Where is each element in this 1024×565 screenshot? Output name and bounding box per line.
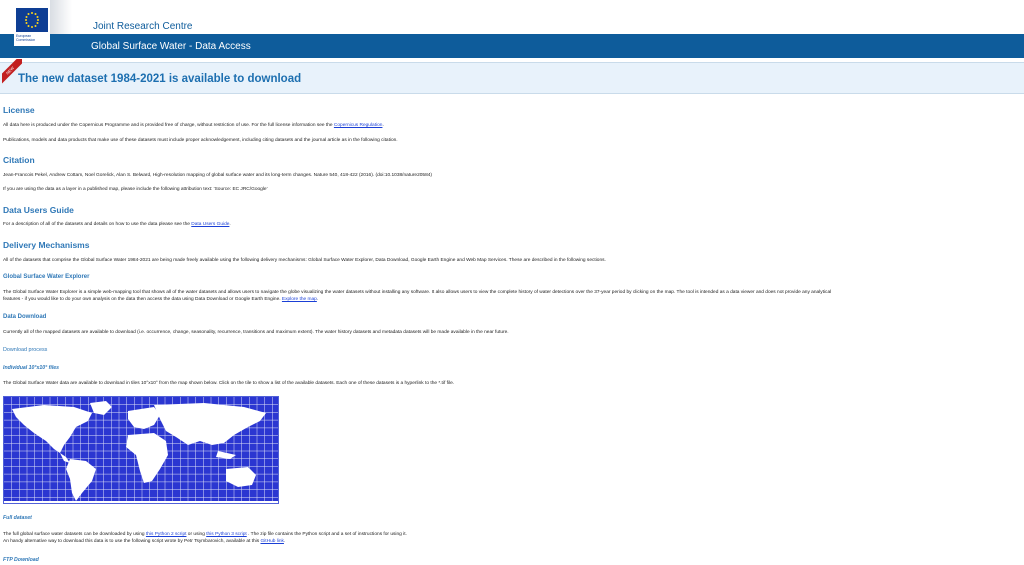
announcement-banner <box>0 62 1024 94</box>
european-commission-logo[interactable] <box>14 0 50 46</box>
logo-text: European Commission <box>16 34 36 42</box>
alternative-download-para: An handy alternative way to download this data is to use the following script wrote by Petr Tsymbarovich, available at this GitHub link. <box>3 539 286 544</box>
app-title: Global Surface Water - Data Access <box>91 41 251 52</box>
explorer-para-line-1: The Global Surface Water Explorer is a simple web-mapping tool that shows all of the water datasets and allows users to navigate the globe visualizing the water datasets without installing any software. It also allows users to view the complete history of water detections over the 37-year period by clicking on the map. The tool is intended as a data viewer and does not provide any analytical <box>3 290 832 295</box>
header-bar <box>0 34 1024 58</box>
delivery-heading: Delivery Mechanisms <box>3 240 90 250</box>
data-download-heading: Data Download <box>3 314 47 320</box>
users-guide-para: For a description of all of the datasets and details on how to use the data please see the Data Users Guide. <box>3 222 231 227</box>
license-heading: License <box>3 105 35 115</box>
individual-tiles-heading: Individual 10°x10° files <box>3 365 60 371</box>
header-top <box>0 0 1024 42</box>
explorer-heading: Global Surface Water Explorer <box>3 274 90 280</box>
explorer-para-line-2: features - if you would like to do your own analysis on the data then access the data using Data Download or Google Earth Engine. Explore the map. <box>3 297 319 302</box>
ftp-download-heading: FTP Download <box>3 557 39 563</box>
new-ribbon-badge: NEW <box>2 59 22 85</box>
data-users-guide-link[interactable]: Data Users Guide <box>191 222 230 227</box>
tiles-para: The Global Surface Water data are available to download in tiles 10°x10° from the map shown below. Click on the tile to show a list of the available datasets. Each one of these datasets is a hyperlink to the *.tif file. <box>3 381 455 386</box>
logo-divider <box>50 0 72 34</box>
users-guide-heading: Data Users Guide <box>3 205 74 215</box>
announcement-text[interactable]: The new dataset 1984-2021 is available to download <box>18 73 302 85</box>
eu-flag-icon <box>16 8 48 32</box>
delivery-para: All of the datasets that comprise the Global Surface Water 1984-2021 are being made freely available using the following delivery mechanisms: Global Surface Water Explorer, Data Download, Google Earth Engine and Web Map Services. These are described in the following sections. <box>3 258 606 263</box>
license-para-1: All data here is produced under the Copernicus Programme and is provided free of charge, without restriction of use. For the full license information see the Copernicus Regulation. <box>3 123 384 128</box>
data-download-para: Currently all of the mapped datasets are available to download (i.e. occurrence, change, seasonality, recurrence, transitions and maximum extent). The water history datasets and metadata datasets will be made available in the near future. <box>3 330 509 335</box>
org-name[interactable]: Joint Research Centre <box>93 21 193 32</box>
explore-map-link[interactable]: Explore the map <box>281 297 317 302</box>
citation-heading: Citation <box>3 155 35 165</box>
download-process-heading: Download process <box>3 347 48 353</box>
license-para-2: Publications, models and data products that make use of these datasets must include proper acknowledgement, including citing datasets and the journal article as in the following citation. <box>3 138 398 143</box>
tile-selection-map[interactable] <box>3 396 279 504</box>
full-dataset-heading: Full dataset <box>3 515 32 521</box>
copernicus-regulation-link[interactable]: Copernicus Regulation <box>333 123 383 128</box>
github-link[interactable]: GitHub link <box>260 539 284 544</box>
world-map-graphic <box>4 397 279 504</box>
python2-script-link[interactable]: this Python 2 script <box>145 532 187 537</box>
citation-para-2: If you are using the data as a layer in a published map, please include the following attribution text: 'Source: EC JRC/Google' <box>3 187 268 192</box>
python3-script-link[interactable]: this Python 3 script <box>206 532 247 537</box>
full-dataset-para: The full global surface water datasets can be downloaded by using this Python 2 script or using this Python 3 script . The zip file contains the Python script and a set of instructions for using it. <box>3 532 407 537</box>
citation-para-1: Jean-Francois Pekel, Andrew Cottam, Noel Gorelick, Alan S. Belward, High-resolution mapping of global surface water and its long-term changes. Nature 540, 418-422 (2016). (doi:10.1038/nature20584) <box>3 173 433 178</box>
